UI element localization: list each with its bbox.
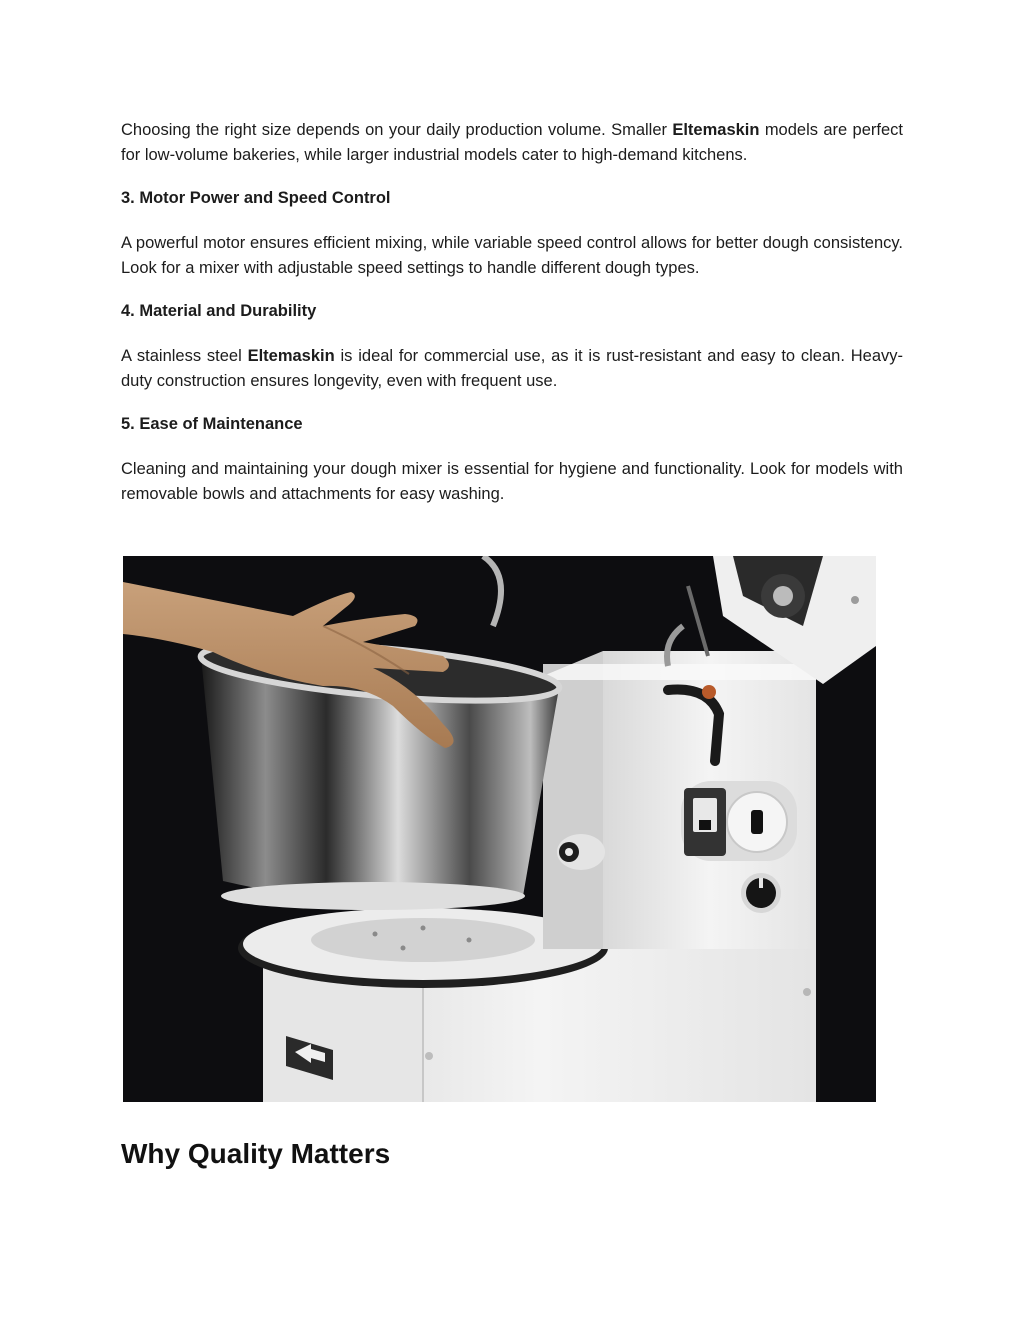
material-text-after: is ideal for commercial use, as it is rust-resistant and easy to clean. Heavy-duty construction ensures longevity, even with frequent use. — [121, 347, 903, 390]
material-text-before: A stainless steel — [121, 347, 248, 365]
brand-name-bold: Eltemaskin — [672, 121, 760, 139]
article-content — [121, 118, 903, 506]
material-heading: 4. Material and Durability — [121, 302, 317, 320]
material-paragraph — [121, 344, 903, 393]
bowl-latch-knob — [557, 834, 605, 870]
size-text-after: models are perfect for low-volume bakeries, while larger industrial models cater to high-demand kitchens. — [121, 121, 903, 164]
size-text-before: Choosing the right size depends on your daily production volume. Smaller — [121, 121, 673, 139]
maintenance-heading: 5. Ease of Maintenance — [121, 415, 303, 433]
maintenance-paragraph: Cleaning and maintaining your dough mixer is essential for hygiene and functionality. Look for models with removable bowls and attachments for easy washing. — [121, 460, 903, 503]
motor-paragraph: A powerful motor ensures efficient mixing, while variable speed control allows for better dough consistency. Look for a mixer with adjustable speed settings to handle different dough types. — [121, 234, 903, 277]
brand-name-bold: Eltemaskin — [247, 347, 335, 365]
size-paragraph — [121, 118, 903, 167]
section-heading: Why Quality Matters — [121, 1138, 391, 1169]
motor-heading: 3. Motor Power and Speed Control — [121, 189, 391, 207]
speed-knob — [741, 873, 781, 913]
control-panel — [681, 781, 797, 861]
dough-mixer-photo — [123, 556, 876, 1102]
